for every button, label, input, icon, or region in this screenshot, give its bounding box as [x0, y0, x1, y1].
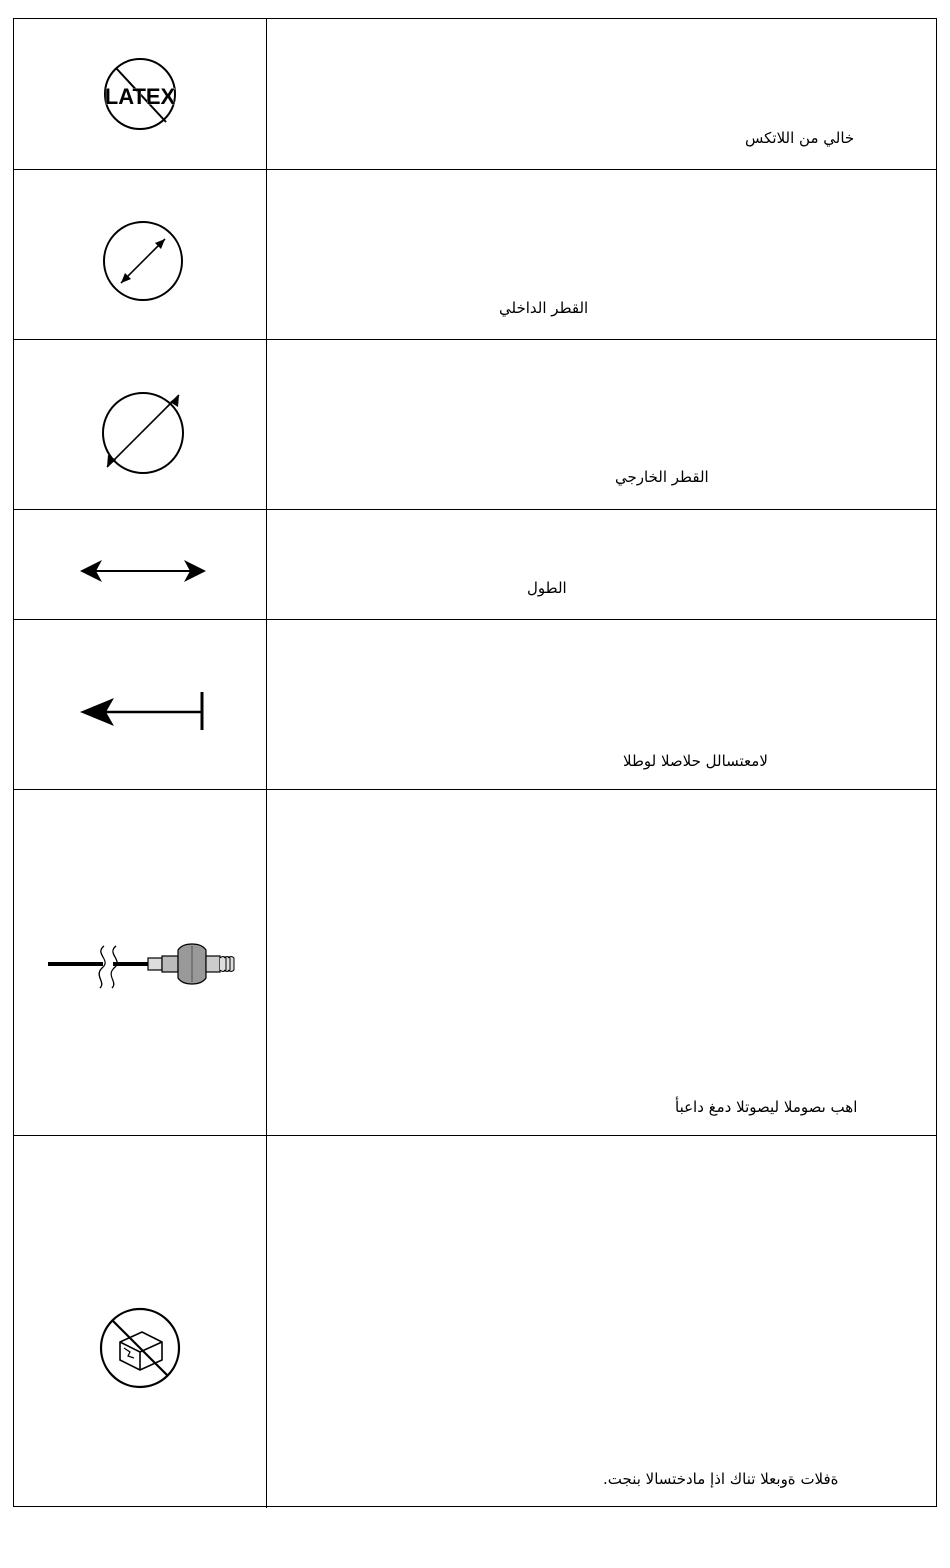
symbol-cell [14, 1136, 267, 1508]
table-row [14, 19, 936, 170]
symbol-cell [14, 170, 267, 339]
description-cell [267, 620, 936, 789]
label-latex-free: خالي من اللاتكس [745, 129, 855, 147]
description-cell [267, 170, 936, 339]
symbol-cell [14, 620, 267, 789]
label-length: الطول [527, 579, 567, 597]
symbol-cell [14, 510, 267, 619]
table-row [14, 170, 936, 340]
symbol-cell [14, 790, 267, 1135]
symbol-table [13, 18, 937, 1507]
length-icon [78, 555, 208, 587]
label-connector-dimensions: اهب ىصوملا ليصوتلا دمغ داعبأ [675, 1098, 858, 1116]
catheter-connector-icon [46, 938, 242, 992]
inner-diameter-icon [100, 218, 186, 304]
description-cell [267, 510, 936, 619]
table-row [14, 620, 936, 790]
label-damaged-package: .ةفلات ةوبعلا تناك اذإ مادختسالا بنجت [603, 1470, 839, 1488]
description-cell [267, 790, 936, 1135]
symbol-cell [14, 340, 267, 509]
outer-diameter-icon [96, 386, 190, 480]
table-row [14, 340, 936, 510]
usable-length-icon [78, 690, 208, 732]
do-not-use-damaged-package-icon [98, 1306, 182, 1390]
table-row [14, 1136, 936, 1508]
label-inner-diameter: القطر الداخلي [499, 299, 589, 317]
description-cell [267, 19, 936, 169]
label-usable-length: لامعتسالل حلاصلا لوطلا [623, 752, 768, 770]
description-cell [267, 1136, 936, 1508]
table-row [14, 790, 936, 1136]
table-row [14, 510, 936, 620]
latex-free-icon [102, 56, 178, 132]
symbol-cell [14, 19, 267, 169]
description-cell [267, 340, 936, 509]
label-outer-diameter: القطر الخارجي [615, 468, 709, 486]
latex-text: LATEX [104, 84, 176, 109]
